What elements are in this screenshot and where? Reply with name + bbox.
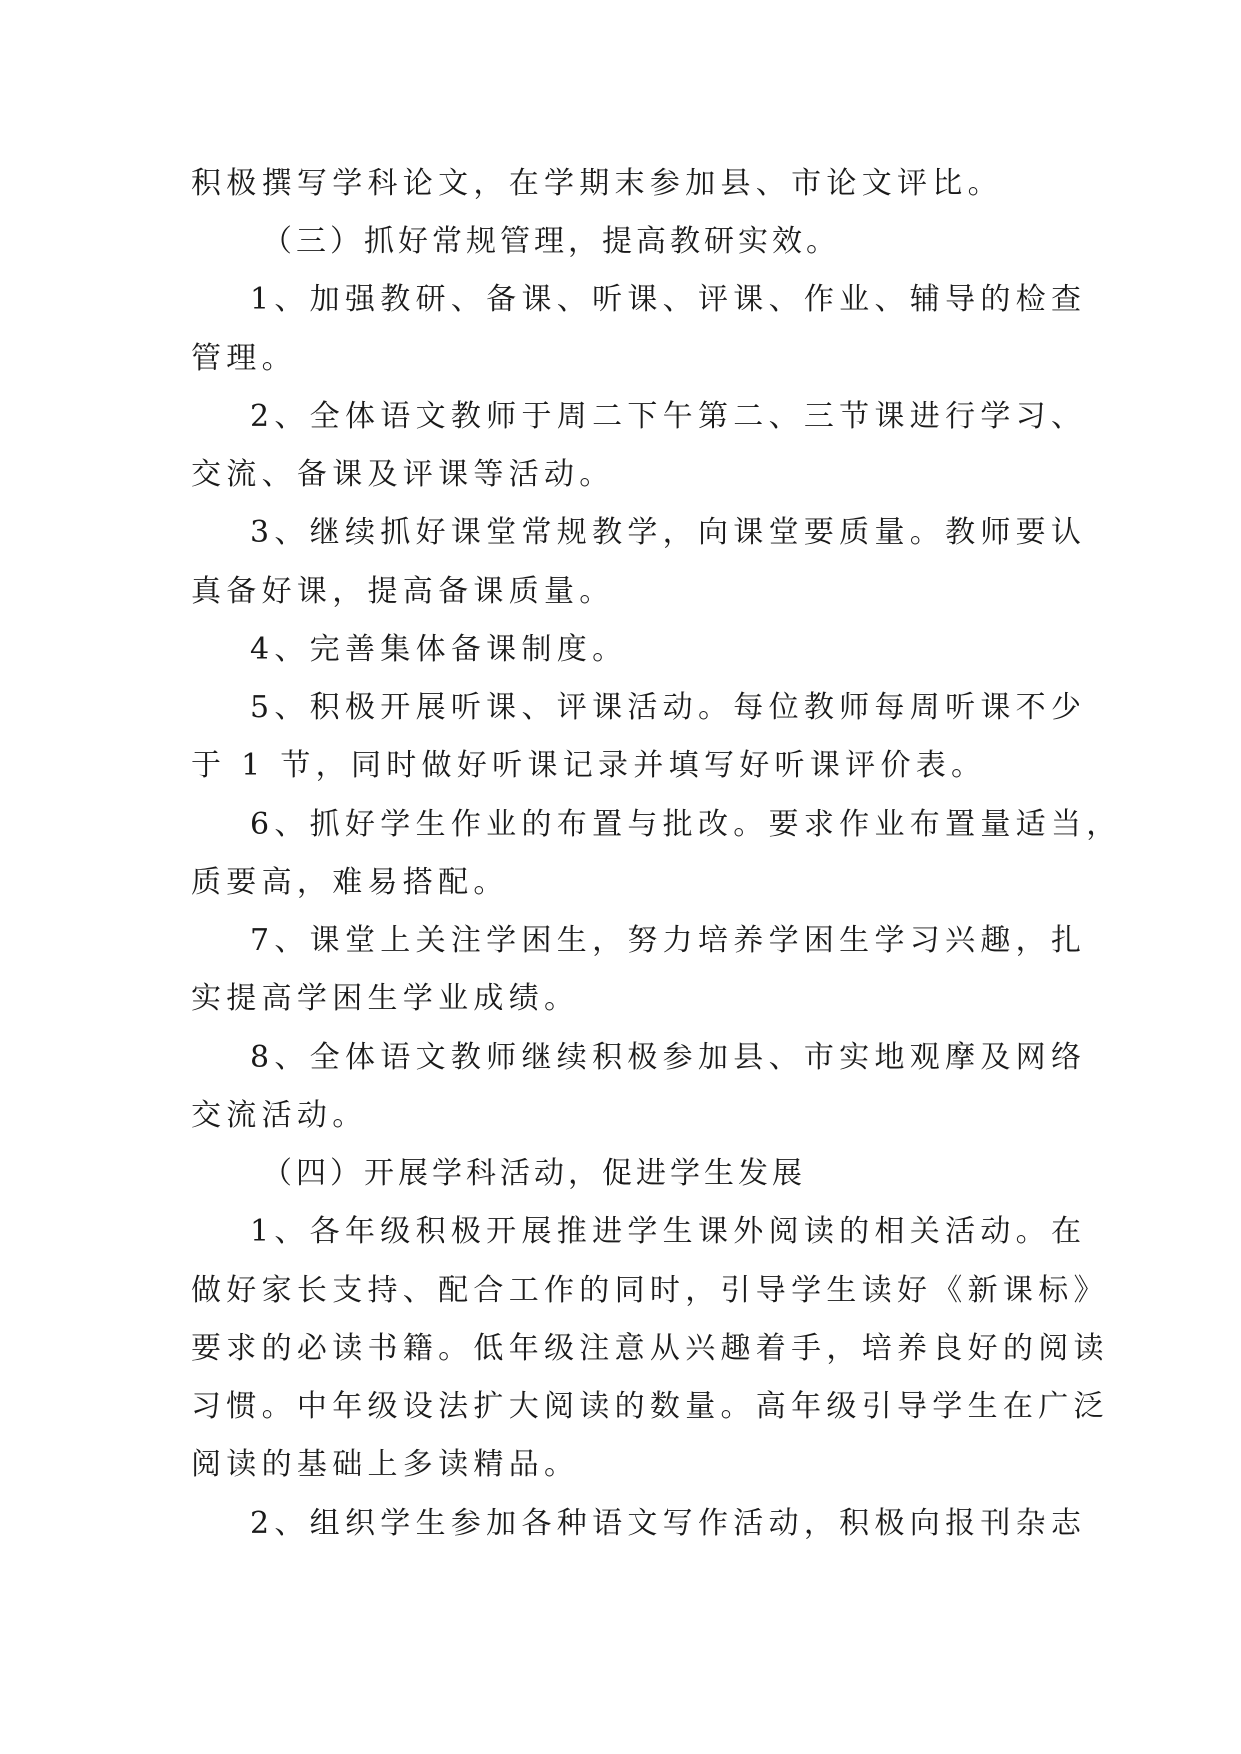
text-line: 2、组织学生参加各种语文写作活动，积极向报刊杂志 [250, 1506, 1087, 1541]
text-line: 1、各年级积极开展推进学生课外阅读的相关活动。在 [250, 1214, 1087, 1249]
text-line: 积极撰写学科论文，在学期末参加县、市论文评比。 [191, 166, 1003, 201]
text-line: 管理。 [191, 341, 297, 376]
text-line: 1、加强教研、备课、听课、评课、作业、辅导的检查 [250, 282, 1087, 317]
text-line: 7、课堂上关注学困生，努力培养学困生学习兴趣，扎 [250, 923, 1087, 958]
section-heading: （三）抓好常规管理，提高教研实效。 [262, 224, 840, 259]
text-line: 真备好课，提高备课质量。 [191, 574, 615, 609]
text-line: 8、全体语文教师继续积极参加县、市实地观摩及网络 [250, 1040, 1087, 1075]
text-line: 4、完善集体备课制度。 [250, 632, 628, 667]
text-line: 2、全体语文教师于周二下午第二、三节课进行学习、 [250, 399, 1087, 434]
text-line: 交流活动。 [191, 1098, 368, 1133]
text-line: 3、继续抓好课堂常规教学，向课堂要质量。教师要认 [250, 515, 1087, 550]
text-line: 于 1 节，同时做好听课记录并填写好听课评价表。 [191, 748, 987, 783]
text-line: 交流、备课及评课等活动。 [191, 457, 615, 492]
text-line: 做好家长支持、配合工作的同时，引导学生读好《新课标》 [191, 1273, 1109, 1308]
text-line: 6、抓好学生作业的布置与批改。要求作业布置量适当， [250, 807, 1122, 842]
text-line: 质要高，难易搭配。 [191, 865, 509, 900]
text-line: 5、积极开展听课、评课活动。每位教师每周听课不少 [250, 690, 1087, 725]
text-line: 习惯。中年级设法扩大阅读的数量。高年级引导学生在广泛 [191, 1389, 1109, 1424]
section-heading: （四）开展学科活动，促进学生发展 [262, 1156, 806, 1191]
text-line: 阅读的基础上多读精品。 [191, 1447, 580, 1482]
text-line: 要求的必读书籍。低年级注意从兴趣着手，培养良好的阅读 [191, 1331, 1109, 1366]
text-line: 实提高学困生学业成绩。 [191, 981, 580, 1016]
